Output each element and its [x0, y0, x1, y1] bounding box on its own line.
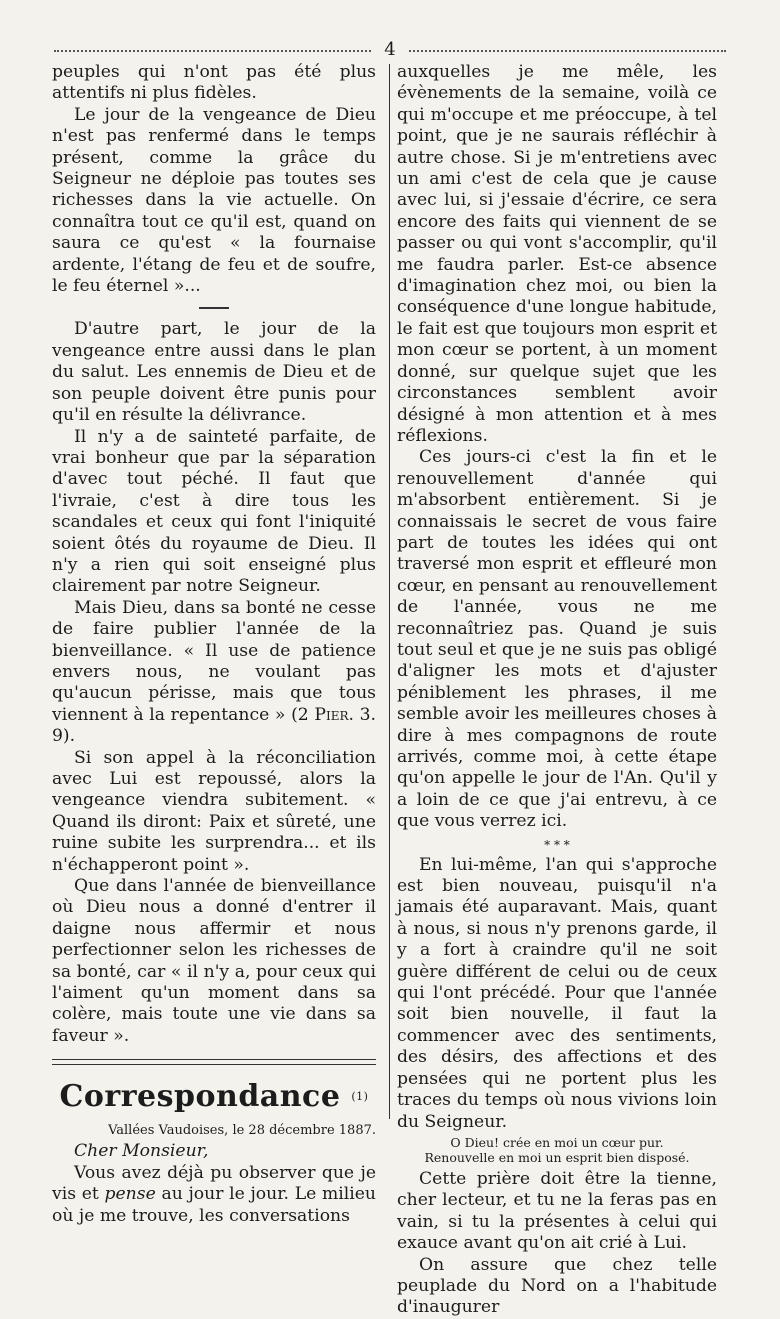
section-title: Correspondance	[59, 1079, 341, 1115]
paragraph: Cette prière doit être la tienne, cher lecteur, et tu ne la feras pas en vain, si tu la présentes à celui qui exauce avant qu'on ait crié à Lui.	[397, 1168, 717, 1254]
letter-text: Vous avez déjà pu observer que je vis et	[52, 1162, 376, 1205]
salutation: Cher Monsieur,	[74, 1141, 209, 1162]
paragraph-text: Mais Dieu, dans sa bonté ne cesse de faire publier l'année de la bienveillance. « Il use de patience envers nous, ne voulant pas qu'aucun périsse, mais que tous viennent à la repentance »	[52, 597, 376, 725]
paragraph: auxquelles je me mêle, les évènements de la semaine, voilà ce qui m'occupe et me préoccupe, à tel point, que je ne saurais réfléchir à autre chose. Si je m'entretiens avec un ami c'est de cela que je cause avec lui, si j'essaie d'écrire, ce sera encore des faits qui viennent de se passer ou qui vont s'accomplir, qu'il me faudra parler. Est-ce absence d'imagination chez moi, ou bien la conséquence d'une longue habitude, le fait est que toujours mon esprit et mon cœur se portent, à un moment donné, sur quelque sujet que les circonstances semblent avoir désigné à mon attention et à mes réflexions.	[397, 62, 717, 446]
paragraph: On assure que chez telle peuplade du Nord on a l'habitude d'inaugurer	[397, 1254, 717, 1318]
page-number: 4	[372, 40, 408, 60]
column-divider	[389, 64, 390, 1119]
paragraph-with-reference	[52, 598, 376, 748]
verse-quote	[397, 1135, 717, 1165]
paragraph: peuples qui n'ont pas été plus attentifs ni plus fidèles.	[52, 62, 376, 104]
section-heading	[52, 1077, 376, 1117]
asterism: * * *	[544, 837, 570, 852]
double-rule	[52, 1059, 376, 1065]
section-separator	[199, 307, 229, 309]
verse-line: Renouvelle en moi un esprit bien disposé.	[424, 1149, 690, 1165]
paragraph: En lui-même, l'an qui s'approche est bien nouveau, puisqu'il n'a jamais été auparavant. Mais, quant à nous, si nous n'y prenons garde, il y a fort à craindre qu'il ne soit guère différent de celui ou de ceux qui l'ont précédé. Pour que l'année soit bien nouvelle, il faut la commencer avec des sentiments, des désirs, des affections et des pensées qui ne portent plus les traces du temps où nous vivions loin du Seigneur.	[397, 854, 717, 1132]
paragraph: Que dans l'année de bienveillance où Dieu nous a donné d'entrer il daigne nous affermir et nous perfectionner selon les richesses de sa bonté, car « il n'y a, pour ceux qui l'aiment qu'un moment dans sa colère, mais toute une vie dans sa faveur ».	[52, 876, 376, 1046]
right-column	[397, 62, 717, 1319]
footnote-mark: (1)	[351, 1090, 369, 1104]
paragraph: Si son appel à la réconciliation avec Lui est repoussé, alors la vengeance viendra subitement. « Quand ils diront: Paix et sûreté, une ruine subite les surprendra... et ils n'échapperont point ».	[52, 747, 376, 875]
scripture-reference: (2 Pier. 3. 9).	[52, 704, 376, 747]
paragraph: D'autre part, le jour de la vengeance entre aussi dans le plan du salut. Les ennemis de Dieu et de son peuple doivent être punis pour qu'il en résulte la délivrance.	[52, 319, 376, 426]
verse-line: O Dieu! crée en moi un cœur pur.	[450, 1134, 664, 1150]
paragraph: Il n'y a de sainteté parfaite, de vrai bonheur que par la séparation d'avec tout péché. Il faut que l'ivraie, c'est à dire tous les scandales et ceux qui font l'iniquité soient ôtés du royaume de Dieu. Il n'y a rien qui soit enseigné plus clairement par notre Seigneur.	[52, 426, 376, 597]
paragraph: Ces jours-ci c'est la fin et le renouvellement d'année qui m'absorbent entièrement. Si je connaissais le secret de vous faire part de toutes les idées qui ont traversé mon esprit et effleuré mon cœur, en pensant au renouvellement de l'année, vous ne me reconnaîtriez pas. Quand je suis tout seul et que je ne suis pas obligé d'aligner les mots et d'ajuster péniblement les phrases, il me semble avoir les meilleures choses à dire à mes compagnons de route arrivés, comme moi, à cette étape qu'on appelle le jour de l'An. Qu'il y a loin de ce que j'ai entrevu, à ce que vous verrez ici.	[397, 447, 717, 832]
dateline: Vallées Vaudoises, le 28 décembre 1887.	[108, 1123, 376, 1139]
letter-text: au jour le jour. Le milieu où je me trouve, les conversations	[52, 1184, 377, 1226]
left-column	[52, 62, 376, 1227]
emphasis: pense	[104, 1184, 156, 1205]
paragraph: Le jour de la vengeance de Dieu n'est pas renfermé dans le temps présent, comme la grâce du Seigneur ne déploie pas toutes ses richesses dans la vie actuelle. On connaîtra tout ce qu'il est, quand on saura ce qu'est « la fournaise ardente, l'étang de feu et de soufre, le feu éternel »...	[52, 104, 376, 297]
letter-opening	[52, 1163, 376, 1227]
